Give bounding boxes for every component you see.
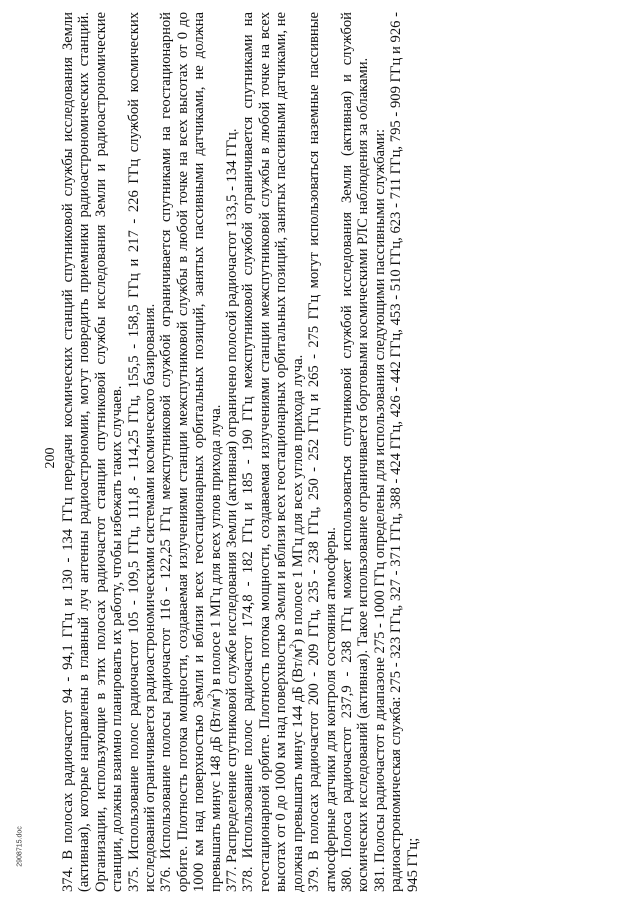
paragraph-376-text-end: ) в полосе 1 МГц для всех углов прихода луча. bbox=[207, 404, 224, 694]
paragraph-376 bbox=[158, 12, 224, 892]
page-body bbox=[60, 12, 620, 892]
paragraph-375: 375. Использование полос радиочастот 105 - 109,5 ГГц, 111,8 - 114,25 ГГц, 155,5 - 158,5 ГГц и 217 - 226 ГГц службой космических исследований ограничивается радиоастрономическими системами космического базирования. bbox=[125, 12, 159, 892]
document-text bbox=[60, 12, 620, 892]
paragraph-380: 380. Полоса радиочастот 237,9 - 238 ГГц может использоваться спутниковой службой исследования Земли (активная) и службой космических исследований (активная). Такое использование ограничивается бортовыми космическими РЛС наблюдения за облаками. bbox=[338, 12, 372, 892]
document-filename: 2908715.doc bbox=[16, 826, 24, 867]
paragraph-378-text: 378. Использование полос радиочастот 174,8 - 182 ГГц и 185 - 190 ГГц межспутниковой службой ограничивается спутниками на геостационарной орбите. Плотность потока мощности, создаваемая излучениями станции межспутниковой службы в любой точке на всех высотах от 0 до 1000 км над поверхностью Земли и вблизи всех геостационарных орбитальных позиций, занятых пассивными датчиками, не должна превышать минус 144 дБ (Вт/м bbox=[240, 12, 306, 892]
paragraph-381: 381. Полосы радиочастот в диапазоне 275 - 1000 ГГц определены для использования следующими пассивными службами: bbox=[371, 128, 388, 892]
paragraph-378 bbox=[240, 12, 306, 892]
superscript-2: 2 bbox=[287, 643, 298, 649]
paragraph-374: 374. В полосах радиочастот 94 - 94,1 ГГц и 130 - 134 ГГц передачи космических станций спутниковой службы исследования Земли (активная), которые направлены в главный луч антенны радиоастрономии, могут повредить приемники радиоастрономических станций. Организации, использующие в этих полосах радиочастот станции спутниковой службы исследования Земли и радиоастрономические станции, должны взаимно планировать их работу, чтобы избежать таких случаев. bbox=[60, 12, 126, 892]
paragraph-378-text-end: ) в полосе 1 МГц для всех углов прихода луча. bbox=[289, 354, 306, 644]
page-number: 200 bbox=[43, 447, 58, 469]
paragraph-379: 379. В полосах радиочастот 200 - 209 ГГц, 235 - 238 ГГц, 250 - 252 ГГц и 265 - 275 ГГц могут использоваться наземные пассивные атмосферные датчики для контроля состояния атмосферы. bbox=[306, 12, 339, 892]
superscript-2: 2 bbox=[205, 693, 216, 699]
paragraph-381-list: радиоастрономическая служба: 275 - 323 ГГц, 327 - 371 ГГц, 388 - 424 ГГц, 426 - 442 ГГц, 453 - 510 ГГц, 623 - 711 ГГц, 795 - 909 ГГц и 926 - 945 ГГц; bbox=[388, 12, 421, 892]
paragraph-376-text: 376. Использование полосы радиочастот 116 - 122,25 ГГц межспутниковой службой ограничивается спутниками на геостационарной орбите. Плотность потока мощности, создаваемая излучениями станции межспутниковой службы в любой точке на всех высотах от 0 до 1000 км над поверхностью Земли и вблизи всех геостационарных орбитальных позиций, занятых пассивными датчиками, не должна превышать минус 148 дБ (Вт/м bbox=[158, 12, 224, 892]
paragraph-377: 377. Распределение спутниковой службе исследования Земли (активная) ограничено полосой радиочастот 133,5 - 134 ГГц. bbox=[224, 128, 241, 892]
